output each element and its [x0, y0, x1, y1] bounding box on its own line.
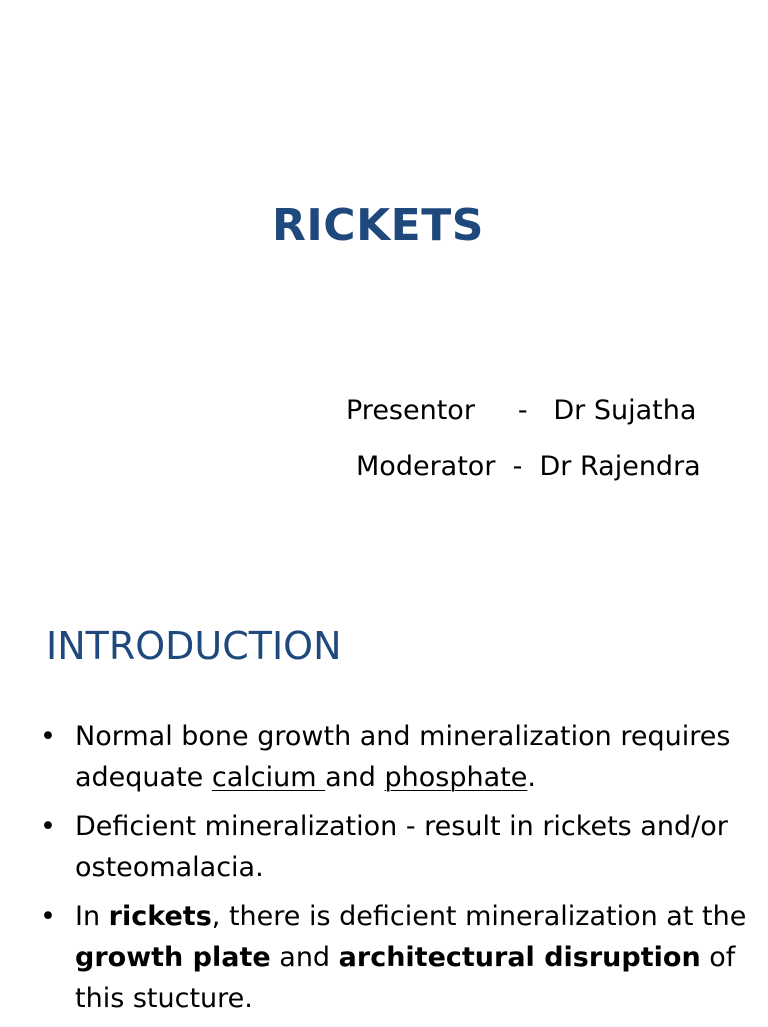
bullet-item: [40, 716, 760, 798]
presentor-line: [346, 383, 701, 439]
slide-title: RICKETS: [272, 200, 484, 251]
moderator-label: Moderator: [356, 451, 496, 482]
bold-term-rickets: rickets: [108, 901, 212, 932]
section-heading: INTRODUCTION: [46, 624, 342, 668]
moderator-name: Dr Rajendra: [539, 451, 701, 482]
bullet-icon: •: [40, 721, 56, 752]
underlined-term-phosphate: phosphate: [384, 762, 528, 793]
presentor-label: Presentor: [346, 395, 475, 426]
bold-term-architectural-disruption: architectural disruption: [338, 942, 701, 973]
bullet-item: [40, 896, 760, 1019]
presentor-name: Dr Sujatha: [553, 395, 697, 426]
bullet-text: , there is deficient mineralization at the: [211, 901, 747, 932]
moderator-line: [346, 439, 701, 495]
underlined-term-calcium: calcium: [211, 762, 326, 793]
bullet-item: [40, 806, 760, 888]
credits-block: [346, 383, 701, 495]
moderator-separator: -: [512, 451, 523, 482]
bullet-icon: •: [40, 901, 56, 932]
bullet-list: [40, 716, 760, 1027]
bullet-text: of this stucture.: [75, 942, 736, 1014]
bullet-text: and: [325, 762, 385, 793]
bullet-text: and: [270, 942, 339, 973]
presentor-separator: -: [517, 395, 528, 426]
bullet-text: Normal bone growth and mineralization requires adequate: [75, 721, 731, 793]
bold-term-growth-plate: growth plate: [75, 942, 271, 973]
bullet-text: Deficient mineralization - result in rickets and/or osteomalacia.: [75, 811, 728, 883]
bullet-text: In: [75, 901, 109, 932]
bullet-icon: •: [40, 811, 56, 842]
bullet-text: .: [527, 762, 536, 793]
